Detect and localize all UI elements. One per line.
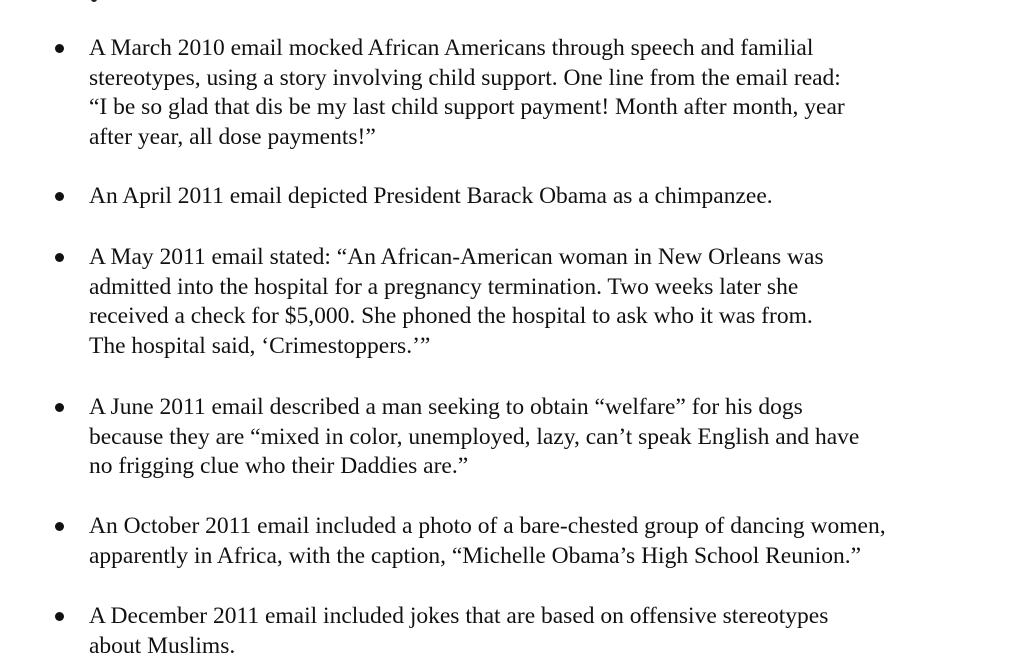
bullet-text: A December 2011 email included jokes that are based on offensive stereotypes about Muslims.	[89, 603, 829, 659]
bullet-text: A March 2010 email mocked African Americans through speech and familial stereotypes, using a story involving child support. One line from the email read: “I be so glad that dis be my last child support payment! Month after month, year after year, all dose payments!”	[89, 35, 845, 150]
bullet-point	[55, 192, 64, 201]
bullet-point	[55, 403, 64, 412]
bullet-text: A May 2011 email stated: “An African-American woman in New Orleans was admitted into the hospital for a pregnancy termination. Two weeks later she received a check for $5,000. She phoned the hospital to ask who it was from. The hospital said, ‘Crimestoppers.’”	[89, 244, 824, 359]
bullet-point	[55, 253, 64, 262]
bullet-point	[55, 522, 64, 531]
bullet-text: An April 2011 email depicted President Barack Obama as a chimpanzee.	[89, 183, 773, 209]
bullet-point	[55, 44, 64, 53]
bullet-text: An October 2011 email included a photo of a bare-chested group of dancing women, apparently in Africa, with the caption, “Michelle Obama’s High School Reunion.”	[89, 513, 886, 569]
bullet-text: A June 2011 email described a man seeking to obtain “welfare” for his dogs because they are “mixed in color, unemployed, lazy, can’t speak English and have no frigging clue who their Daddies are.”	[89, 394, 860, 479]
cropped-text-fragment	[91, 0, 97, 2]
bullet-point	[55, 612, 64, 621]
